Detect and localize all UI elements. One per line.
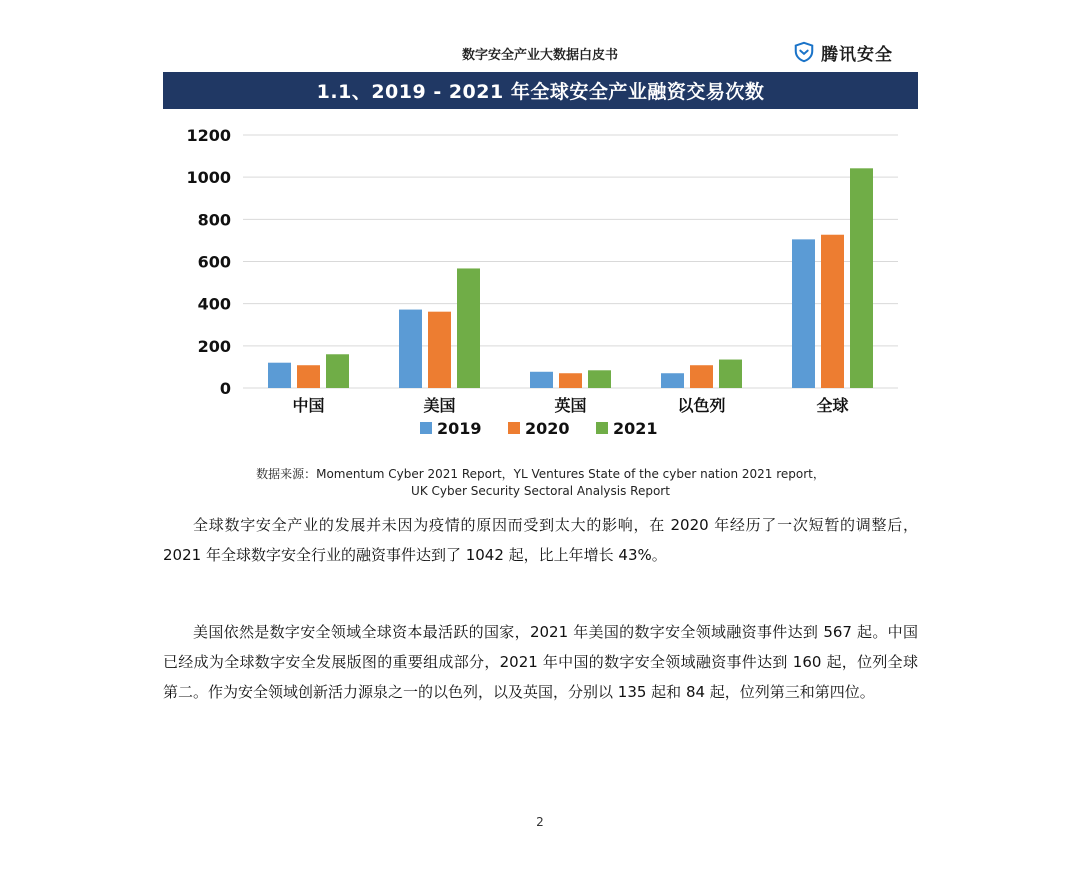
- bar-2021-美国: [457, 268, 480, 388]
- page-number: 2: [536, 815, 544, 829]
- legend-label-2019: 2019: [437, 419, 482, 438]
- y-tick-label: 1200: [186, 126, 231, 145]
- paragraph-1: 全球数字安全产业的发展并未因为疫情的原因而受到太大的影响，在 2020 年经历了一次短暂的调整后，2021 年全球数字安全行业的融资事件达到了 1042 起，比上年增长 43%。: [163, 516, 918, 564]
- bar-2020-以色列: [690, 365, 713, 388]
- shield-icon: [793, 41, 815, 63]
- bar-2020-中国: [297, 365, 320, 388]
- y-tick-label: 600: [197, 252, 231, 272]
- bar-2019-美国: [399, 310, 422, 388]
- source-line-2: UK Cyber Security Sectoral Analysis Report: [411, 484, 670, 498]
- x-tick-label: 以色列: [677, 396, 726, 415]
- bar-2021-全球: [850, 168, 873, 388]
- y-tick-label: 200: [197, 336, 231, 356]
- legend-swatch-2019: [420, 422, 432, 434]
- y-tick-label: 1000: [186, 168, 231, 188]
- bar-2020-全球: [821, 235, 844, 388]
- bar-2021-中国: [326, 354, 349, 388]
- paragraph-2: 美国依然是数字安全领域全球资本最活跃的国家，2021 年美国的数字安全领域融资事件达到 567 起。中国已经成为全球数字安全发展版图的重要组成部分，2021 年中国的数字安全领域融资事件达到 160 起，位列全球第二。作为安全领域创新活力源泉之一的以色列，以及英国，分别以 135 起和 84 起，位列第三和第四位。: [163, 623, 918, 701]
- x-tick-label: 英国: [554, 396, 587, 415]
- legend-label-2020: 2020: [525, 419, 570, 438]
- y-tick-label: 0: [219, 379, 231, 398]
- x-tick-label: 全球: [816, 396, 849, 415]
- bar-2019-以色列: [661, 373, 684, 388]
- legend-label-2021: 2021: [613, 419, 658, 438]
- source-line-1: 数据来源：Momentum Cyber 2021 Report，YL Ventures State of the cyber nation 2021 report，: [256, 467, 825, 481]
- bar-chart: [163, 120, 918, 450]
- x-tick-label: 中国: [292, 396, 325, 415]
- logo-text: 腾讯安全: [821, 44, 893, 65]
- legend-swatch-2021: [596, 422, 608, 434]
- document-title: 数字安全产业大数据白皮书: [461, 48, 618, 63]
- brand-logo: [793, 40, 893, 64]
- bar-2021-以色列: [719, 360, 742, 388]
- y-tick-label: 800: [197, 210, 231, 230]
- bar-2019-中国: [268, 363, 291, 388]
- data-source: [163, 466, 918, 500]
- bar-2021-英国: [588, 370, 611, 388]
- bar-2020-美国: [428, 312, 451, 388]
- y-tick-label: 400: [197, 294, 231, 314]
- bar-2019-全球: [792, 239, 815, 388]
- bar-2020-英国: [559, 373, 582, 388]
- x-tick-label: 美国: [423, 396, 456, 415]
- bar-2019-英国: [530, 372, 553, 388]
- section-title: 1.1、2019 - 2021 年全球安全产业融资交易次数: [163, 72, 918, 109]
- legend-swatch-2020: [508, 422, 520, 434]
